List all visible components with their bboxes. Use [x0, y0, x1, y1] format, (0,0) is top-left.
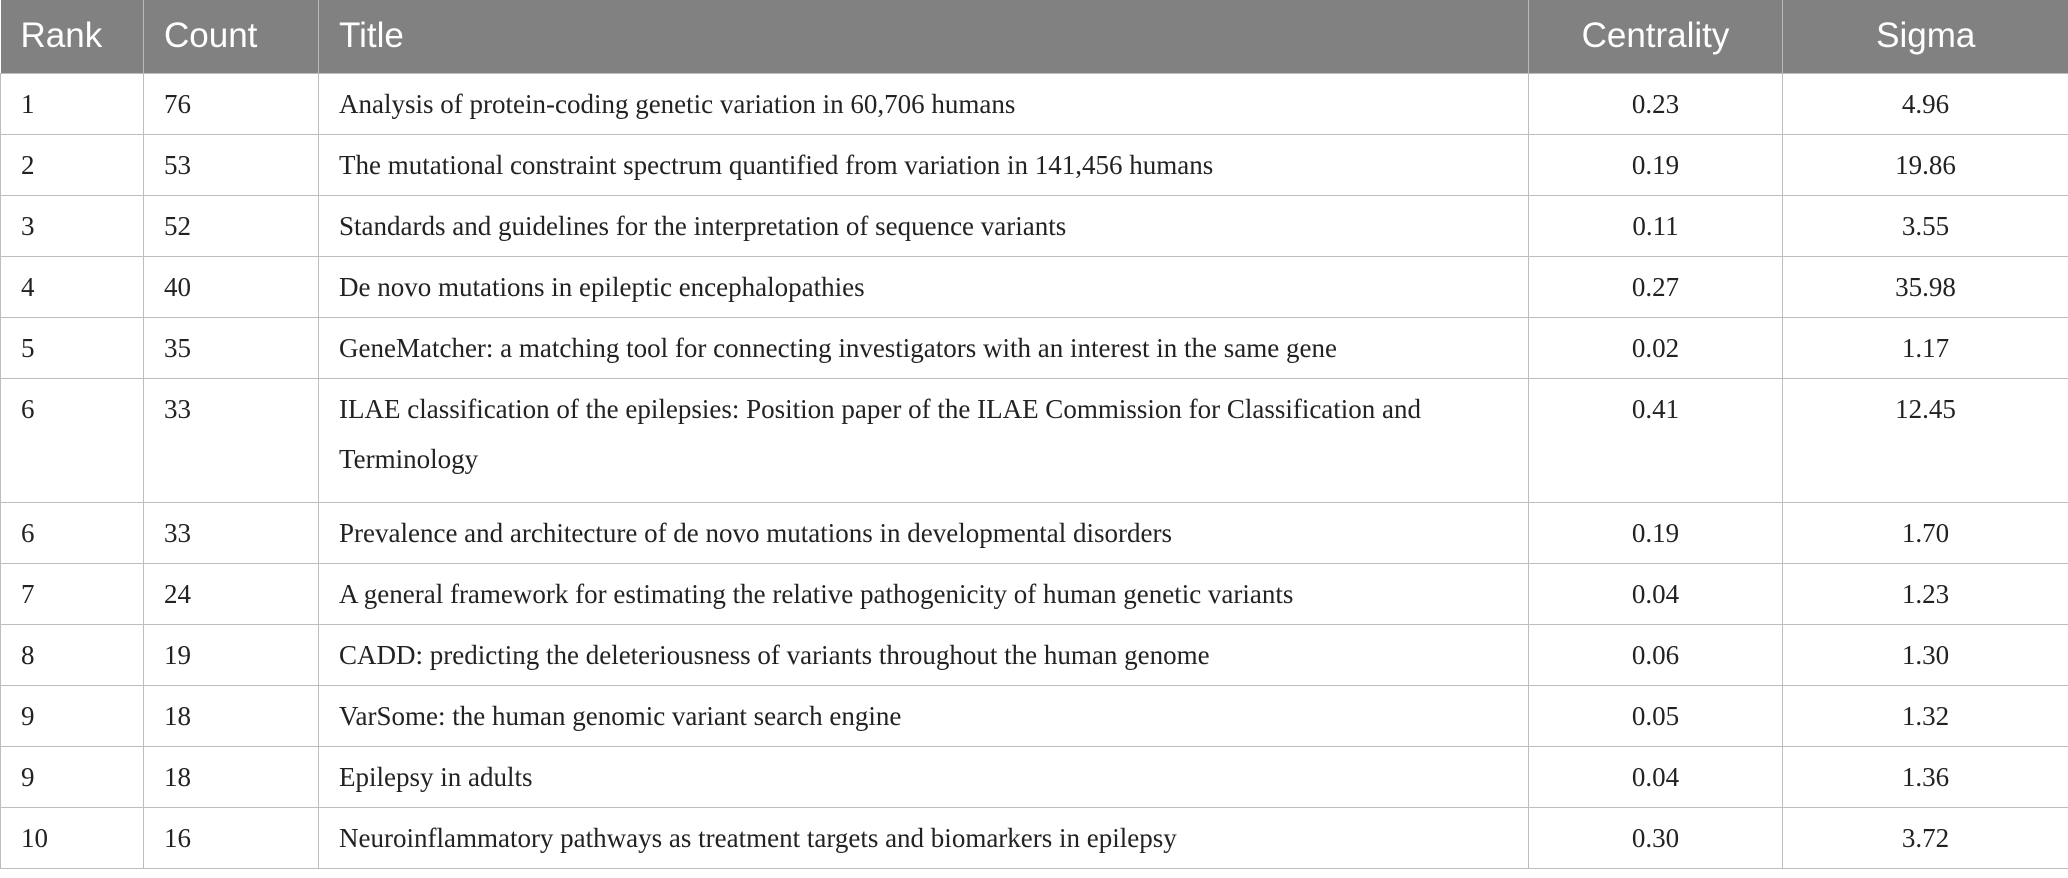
cell-rank: 7: [1, 563, 144, 624]
cell-title: GeneMatcher: a matching tool for connecting investigators with an interest in the same gene: [319, 317, 1529, 378]
cell-title: ILAE classification of the epilepsies: Position paper of the ILAE Commission for Classification and Terminology: [319, 378, 1529, 502]
header-title: Title: [319, 0, 1529, 73]
cell-count: 33: [144, 502, 319, 563]
table-row: [1, 624, 2068, 685]
cell-sigma: 1.17: [1783, 317, 2068, 378]
table-row: [1, 134, 2068, 195]
cell-rank: 10: [1, 807, 144, 868]
cell-rank: 9: [1, 685, 144, 746]
cell-sigma: 3.55: [1783, 195, 2068, 256]
cell-sigma: 1.23: [1783, 563, 2068, 624]
cell-count: 76: [144, 73, 319, 134]
cell-sigma: 1.70: [1783, 502, 2068, 563]
cell-count: 52: [144, 195, 319, 256]
cell-count: 19: [144, 624, 319, 685]
cell-count: 18: [144, 746, 319, 807]
cell-sigma: 1.36: [1783, 746, 2068, 807]
cell-centrality: 0.30: [1529, 807, 1783, 868]
cell-rank: 8: [1, 624, 144, 685]
table-row: [1, 195, 2068, 256]
cell-count: 33: [144, 378, 319, 502]
cell-rank: 6: [1, 502, 144, 563]
cell-count: 24: [144, 563, 319, 624]
cell-centrality: 0.04: [1529, 563, 1783, 624]
cell-sigma: 3.72: [1783, 807, 2068, 868]
cell-count: 35: [144, 317, 319, 378]
cell-centrality: 0.05: [1529, 685, 1783, 746]
cell-title: VarSome: the human genomic variant search engine: [319, 685, 1529, 746]
table-row: [1, 563, 2068, 624]
cell-count: 53: [144, 134, 319, 195]
header-centrality: Centrality: [1529, 0, 1783, 73]
cell-centrality: 0.23: [1529, 73, 1783, 134]
cell-title: A general framework for estimating the relative pathogenicity of human genetic variants: [319, 563, 1529, 624]
cell-centrality: 0.41: [1529, 378, 1783, 502]
table-row: [1, 746, 2068, 807]
cell-rank: 2: [1, 134, 144, 195]
table-row: [1, 256, 2068, 317]
header-rank: Rank: [1, 0, 144, 73]
cell-centrality: 0.04: [1529, 746, 1783, 807]
header-sigma: Sigma: [1876, 16, 1976, 56]
cell-title: Neuroinflammatory pathways as treatment targets and biomarkers in epilepsy: [319, 807, 1529, 868]
table-row: [1, 73, 2068, 134]
table-row: [1, 378, 2068, 502]
table-row: [1, 502, 2068, 563]
cell-sigma: 12.45: [1783, 378, 2068, 502]
cell-count: 18: [144, 685, 319, 746]
cell-sigma: 1.32: [1783, 685, 2068, 746]
cell-count: 40: [144, 256, 319, 317]
cell-title: Analysis of protein-coding genetic variation in 60,706 humans: [319, 73, 1529, 134]
cell-sigma: 35.98: [1783, 256, 2068, 317]
cell-rank: 3: [1, 195, 144, 256]
cell-title: Epilepsy in adults: [319, 746, 1529, 807]
cell-title: De novo mutations in epileptic encephalopathies: [319, 256, 1529, 317]
cell-count: 16: [144, 807, 319, 868]
table-body: [1, 73, 2068, 868]
table-row: [1, 685, 2068, 746]
cell-rank: 1: [1, 73, 144, 134]
table-row: [1, 317, 2068, 378]
cell-sigma: 4.96: [1783, 73, 2068, 134]
table-header: [1, 0, 2068, 73]
table-row: [1, 807, 2068, 868]
cell-title: Prevalence and architecture of de novo mutations in developmental disorders: [319, 502, 1529, 563]
cell-title: CADD: predicting the deleteriousness of variants throughout the human genome: [319, 624, 1529, 685]
cell-rank: 9: [1, 746, 144, 807]
cell-centrality: 0.02: [1529, 317, 1783, 378]
cell-rank: 4: [1, 256, 144, 317]
cell-centrality: 0.19: [1529, 134, 1783, 195]
cell-rank: 6: [1, 378, 144, 502]
cell-title: The mutational constraint spectrum quantified from variation in 141,456 humans: [319, 134, 1529, 195]
cell-centrality: 0.11: [1529, 195, 1783, 256]
cell-sigma: 19.86: [1783, 134, 2068, 195]
cell-centrality: 0.19: [1529, 502, 1783, 563]
cell-centrality: 0.27: [1529, 256, 1783, 317]
cell-sigma: 1.30: [1783, 624, 2068, 685]
header-count: Count: [144, 0, 319, 73]
cell-title: Standards and guidelines for the interpretation of sequence variants: [319, 195, 1529, 256]
cell-rank: 5: [1, 317, 144, 378]
header-row: [1, 0, 2068, 73]
cell-centrality: 0.06: [1529, 624, 1783, 685]
